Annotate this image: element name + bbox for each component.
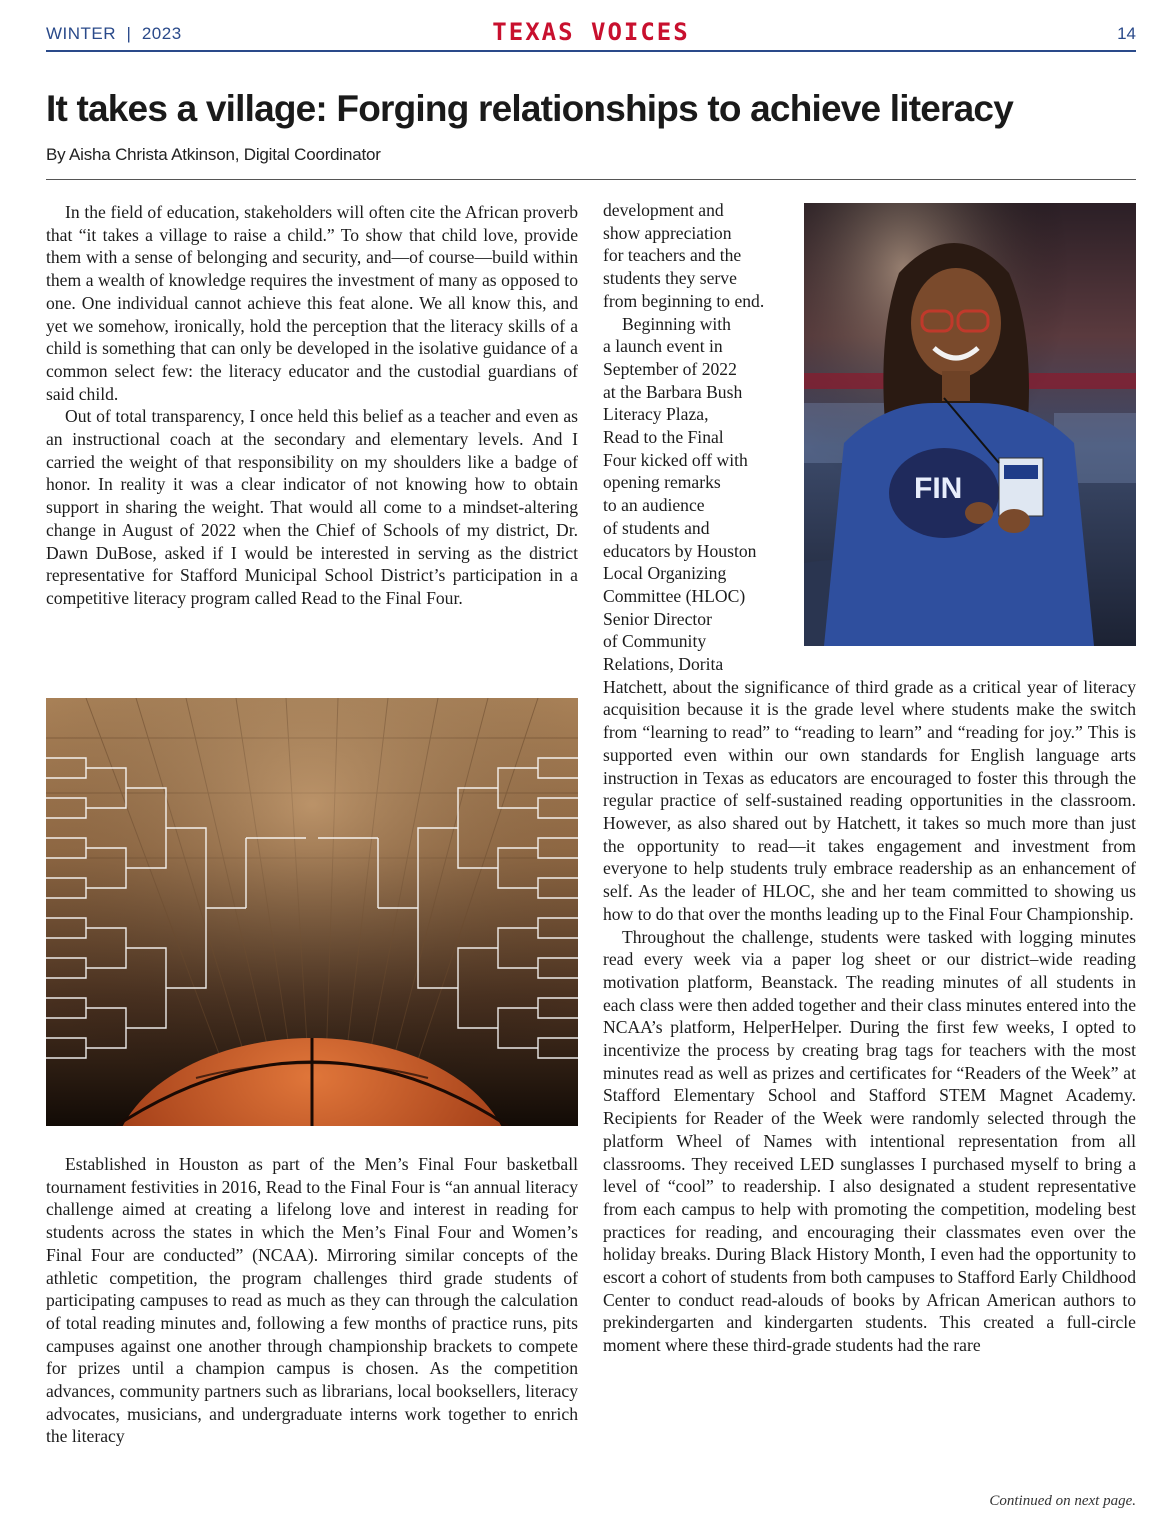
text-line: Read to the Final [603,427,724,448]
text-line: Local Organizing [603,563,727,584]
narrow-text-block [603,199,1136,676]
article-column-left-top [46,201,578,610]
text-line: at the Barbara Bush [603,381,743,402]
page-header [46,18,1136,50]
paragraph: Hatchett, about the significance of third grade as a critical year of literacy acquisition because it is the grade level where students make the switch from “learning to read” to “reading to learn” and “reading for joy.” This is supported even within our own standards for English language arts instruction in Texas as educators are encouraged to foster this through the regular practice of self-sustained reading opportunities in the classroom. However, as also shared out by Hatchett, it takes so much more than just the opportunity to read—it takes engagement and investment from everyone to help students truly embrace readership as an enhancement of self. As the leader of HLOC, she and her team committed to showing us how to do that over the months leading up to the Final Four Championship. [603,676,1136,924]
continued-note: Continued on next page. [989,1493,1136,1509]
article-title: It takes a village: Forging relationships to achieve literacy [46,88,1013,129]
text-line: a launch event in [603,336,723,357]
tournament-bracket-image [46,698,578,1126]
article-column-right [603,199,1136,1357]
text-line: of students and [603,517,710,538]
text-line: to an audience [603,495,705,516]
article-byline: By Aisha Christa Atkinson, Digital Coordinator [46,145,381,164]
text-line: September of 2022 [603,358,737,379]
publication-logo: TEXAS VOICES [492,18,690,46]
title-divider [46,179,1136,180]
paragraph: Throughout the challenge, students were tasked with logging minutes read every week via a paper log sheet or our district–wide reading motivation platform, Beanstack. The reading minutes of all students in each class were then added together and their class minutes entered into the NCAA’s platform, HelperHelper. During the first few weeks, I opted to incentivize the process by creating brag tags for teachers with the most minutes read as well as prizes and certificates for “Readers of the Week” at Stafford Elementary School and Stafford STEM Magnet Academy. Recipients for Reader of the Week were randomly selected through the platform Wheel of Names with intentional representation from all classrooms. They received LED sunglasses I purchased myself to bring a level of “cool” to readership. I also designated a student representative from each campus to help with promoting the competition, modeling best practices for reading, and encouraging their classmates even over the holiday breaks. During Black History Month, I even had the opportunity to escort a cohort of students from both campuses to Stafford Early Childhood Center to conduct read-alouds of books by African American authors to prekindergarten and kindergarten students. This created a full-circle moment where these third-grade students had the rare [603,926,1136,1356]
text-line: students they serve [603,268,737,289]
paragraph: Out of total transparency, I once held this belief as a teacher and even as an instructional coach at the secondary and elementary levels. And I carried the weight of that responsibility on my shoulders like a badge of honor. In reality it was a clear indicator of not knowing how to obtain support in sharing the weight. That would all come to a mindset-altering change in August of 2022 when the Chief of Schools of my district, Dr. Dawn DuBose, asked if I would be interested in serving as the district representative for Stafford Municipal School District’s participation in a competitive literacy program called Read to the Final Four. [46,406,578,608]
article-column-left-bottom [46,1153,578,1448]
text-line: educators by Houston [603,540,757,561]
text-line: of Community [603,631,707,652]
paragraph: Established in Houston as part of the Men’s Final Four basketball tournament festivities in 2016, Read to the Final Four is “an annual literacy challenge aimed at creating a lifelong love and interest in reading for students across the states in which the Men’s Final Four and Women’s Final Four are conducted” (NCAA). Mirroring similar concepts of the athletic competition, the program challenges third grade students of participating campuses to read as much as they can through the calculation of total reading minutes and, following a few months of practice runs, pits campuses against one another through championship brackets to compete for prizes until a champion campus is chosen. As the competition advances, community partners such as librarians, local booksellers, literacy advocates, musicians, and undergraduate interns work together to enrich the literacy [46,1154,578,1447]
text-line: Committee (HLOC) [603,585,746,606]
text-line: Relations, Dorita [603,654,724,675]
text-line: development and [603,200,724,220]
paragraph: In the field of education, stakeholders will often cite the African proverb that “it takes a village to raise a child.” To show that child love, provide them with a sense of belonging and security, and—of course—build within them a wealth of knowledge requires the investment of many as opposed to one. One individual cannot achieve this feat alone. We all know this, and yet we somehow, ironically, hold the perception that the literacy skills of a child is something that can only be developed in the isolative guidance of a common select few: the literacy educator and the custodial guardians of said child. [46,202,578,404]
text-line: Four kicked off with [603,449,748,470]
svg-text:FIN: FIN [914,472,963,505]
text-line: Beginning with [622,313,731,334]
text-line: from beginning to end. [603,290,765,311]
text-line: show appreciation [603,222,732,243]
text-line: opening remarks [603,472,721,493]
text-line: Senior Director [603,608,712,629]
header-divider [46,50,1136,52]
text-line: for teachers and the [603,245,742,266]
issue-label: WINTER | 2023 [46,24,182,43]
page-number: 14 [1117,24,1136,43]
text-line: Literacy Plaza, [603,404,709,425]
